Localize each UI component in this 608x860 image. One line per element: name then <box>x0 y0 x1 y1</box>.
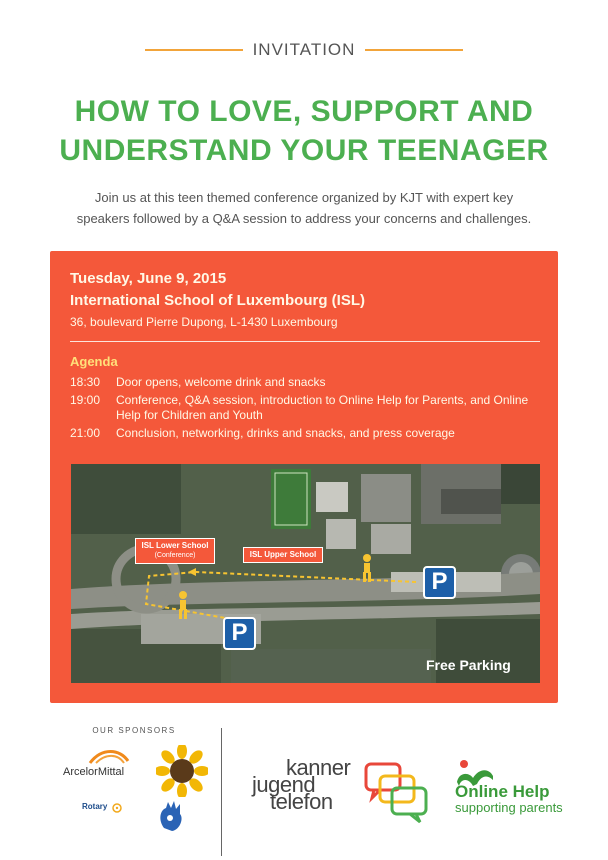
agenda-desc: Conclusion, networking, drinks and snacks, and press coverage <box>116 426 455 440</box>
location-map[interactable] <box>71 464 540 683</box>
sunflower-logo-icon <box>156 745 208 797</box>
map-aerial-image <box>71 464 540 683</box>
agenda-title: Agenda <box>70 354 118 369</box>
kjt-line-1: kanner <box>286 755 351 780</box>
online-help-subtitle: supporting parents <box>455 800 563 815</box>
event-date: Tuesday, June 9, 2015 <box>70 270 227 287</box>
intro-text <box>40 187 568 229</box>
agenda-item <box>70 426 540 441</box>
arcelormittal-name: ArcelorMittal <box>63 766 125 778</box>
parking-icon: P <box>223 617 256 650</box>
sponsors-title: OUR SPONSORS <box>92 726 176 735</box>
invitation-header <box>145 38 463 62</box>
rotary-logo-text: Rotary <box>82 802 108 811</box>
event-panel <box>50 251 558 703</box>
sponsor-divider <box>221 728 222 856</box>
kjt-line-3: telefon <box>270 789 333 814</box>
agenda-time: 21:00 <box>70 426 101 440</box>
intro-line-2: speakers followed by a Q&A session to address your concerns and challenges. <box>76 211 532 226</box>
agenda-time: 19:00 <box>70 393 101 407</box>
parking-icon: P <box>423 566 456 599</box>
lower-school-name: ISL Lower School <box>141 541 209 550</box>
lower-school-sub: (Conference) <box>154 552 196 559</box>
title-line-1: HOW TO LOVE, SUPPORT AND <box>74 95 534 128</box>
agenda-desc: Conference, Q&A session, introduction to Online Help for Parents, and Online Help for Children and Youth <box>116 393 529 422</box>
agenda-desc: Door opens, welcome drink and snacks <box>116 375 326 389</box>
divider-right <box>365 49 463 51</box>
map-label-upper-school: ISL Upper School <box>243 547 323 563</box>
free-parking-label: Free Parking <box>426 657 511 673</box>
panel-divider <box>70 341 540 342</box>
event-venue: International School of Luxembourg (ISL) <box>70 292 365 309</box>
agenda-list <box>70 375 540 444</box>
rotary-wheel-icon <box>112 803 122 813</box>
map-label-lower-school <box>135 538 215 564</box>
online-help-title: Online Help <box>455 782 550 801</box>
agenda-time: 18:30 <box>70 375 101 389</box>
intro-line-1: Join us at this teen themed conference organized by KJT with expert key <box>94 190 514 205</box>
agenda-item <box>70 375 540 390</box>
page-title <box>0 92 608 170</box>
divider-left <box>145 49 243 51</box>
handprint-logo-icon <box>156 798 186 834</box>
invitation-label: INVITATION <box>252 40 356 59</box>
agenda-item <box>70 393 540 423</box>
speech-bubbles-icon <box>364 762 430 824</box>
event-address: 36, boulevard Pierre Dupong, L-1430 Luxembourg <box>70 315 338 329</box>
kjt-line-2: jugend <box>252 772 316 797</box>
title-line-2: UNDERSTAND YOUR TEENAGER <box>59 134 549 167</box>
kanner-jugend-telefon-logo <box>252 755 432 838</box>
